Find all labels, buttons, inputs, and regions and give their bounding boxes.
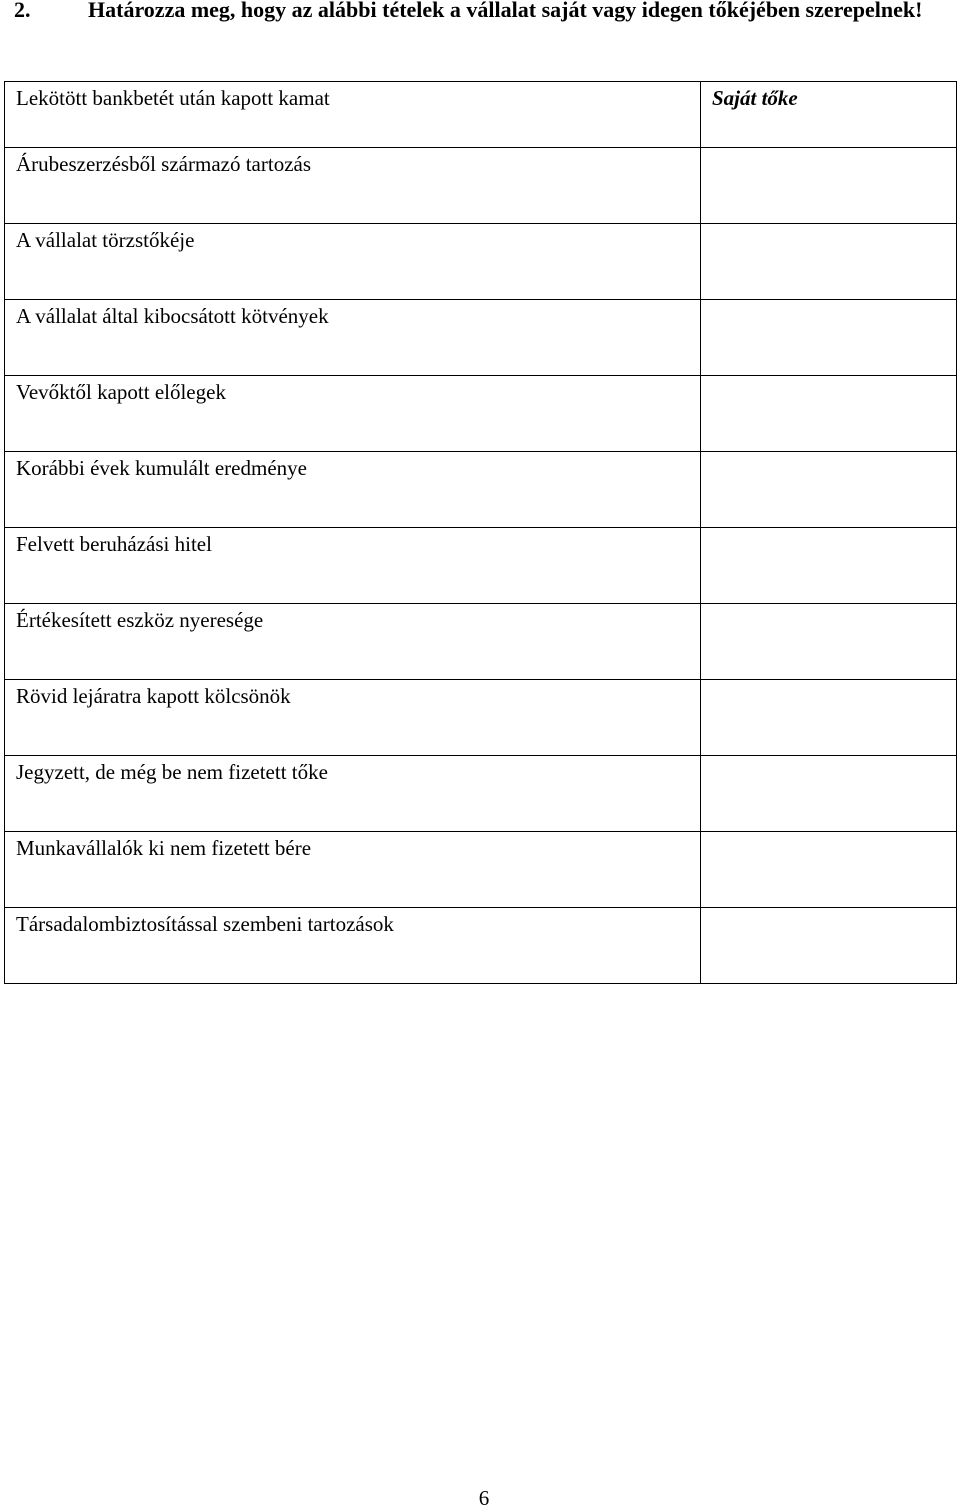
answer-cell[interactable] (701, 756, 957, 832)
answer-cell[interactable] (701, 680, 957, 756)
item-cell: Árubeszerzésből származó tartozás (5, 148, 701, 224)
table-row (5, 300, 957, 376)
item-cell: Vevőktől kapott előlegek (5, 376, 701, 452)
answer-cell[interactable] (701, 604, 957, 680)
page-number: 6 (478, 1486, 490, 1510)
table-row (5, 82, 957, 148)
item-cell: Korábbi évek kumulált eredménye (5, 452, 701, 528)
item-cell: Rövid lejáratra kapott kölcsönök (5, 680, 701, 756)
answer-cell[interactable] (701, 376, 957, 452)
item-cell: Jegyzett, de még be nem fizetett tőke (5, 756, 701, 832)
table-row (5, 148, 957, 224)
item-cell: Lekötött bankbetét után kapott kamat (5, 82, 701, 148)
table-row (5, 528, 957, 604)
item-cell: A vállalat által kibocsátott kötvények (5, 300, 701, 376)
table-row (5, 604, 957, 680)
answer-cell[interactable] (701, 452, 957, 528)
question-text: Határozza meg, hogy az alábbi tételek a vállalat saját vagy idegen tőkéjében szerepelnek! (88, 0, 923, 22)
answer-cell[interactable] (701, 148, 957, 224)
table-row (5, 832, 957, 908)
answer-cell[interactable] (701, 300, 957, 376)
answer-cell[interactable] (701, 908, 957, 984)
table-row (5, 224, 957, 300)
question-number: 2. (14, 0, 31, 22)
item-cell: Értékesített eszköz nyeresége (5, 604, 701, 680)
items-table (4, 81, 957, 984)
item-cell: A vállalat törzstőkéje (5, 224, 701, 300)
question-block (14, 0, 954, 24)
answer-cell[interactable] (701, 224, 957, 300)
item-cell: Munkavállalók ki nem fizetett bére (5, 832, 701, 908)
answer-cell[interactable] (701, 528, 957, 604)
answer-cell[interactable] (701, 832, 957, 908)
table-row (5, 756, 957, 832)
item-cell: Társadalombiztosítással szembeni tartozások (5, 908, 701, 984)
item-cell: Felvett beruházási hitel (5, 528, 701, 604)
table-row (5, 452, 957, 528)
table-row (5, 376, 957, 452)
table-row (5, 908, 957, 984)
table-row (5, 680, 957, 756)
answer-cell[interactable]: Saját tőke (701, 82, 957, 148)
